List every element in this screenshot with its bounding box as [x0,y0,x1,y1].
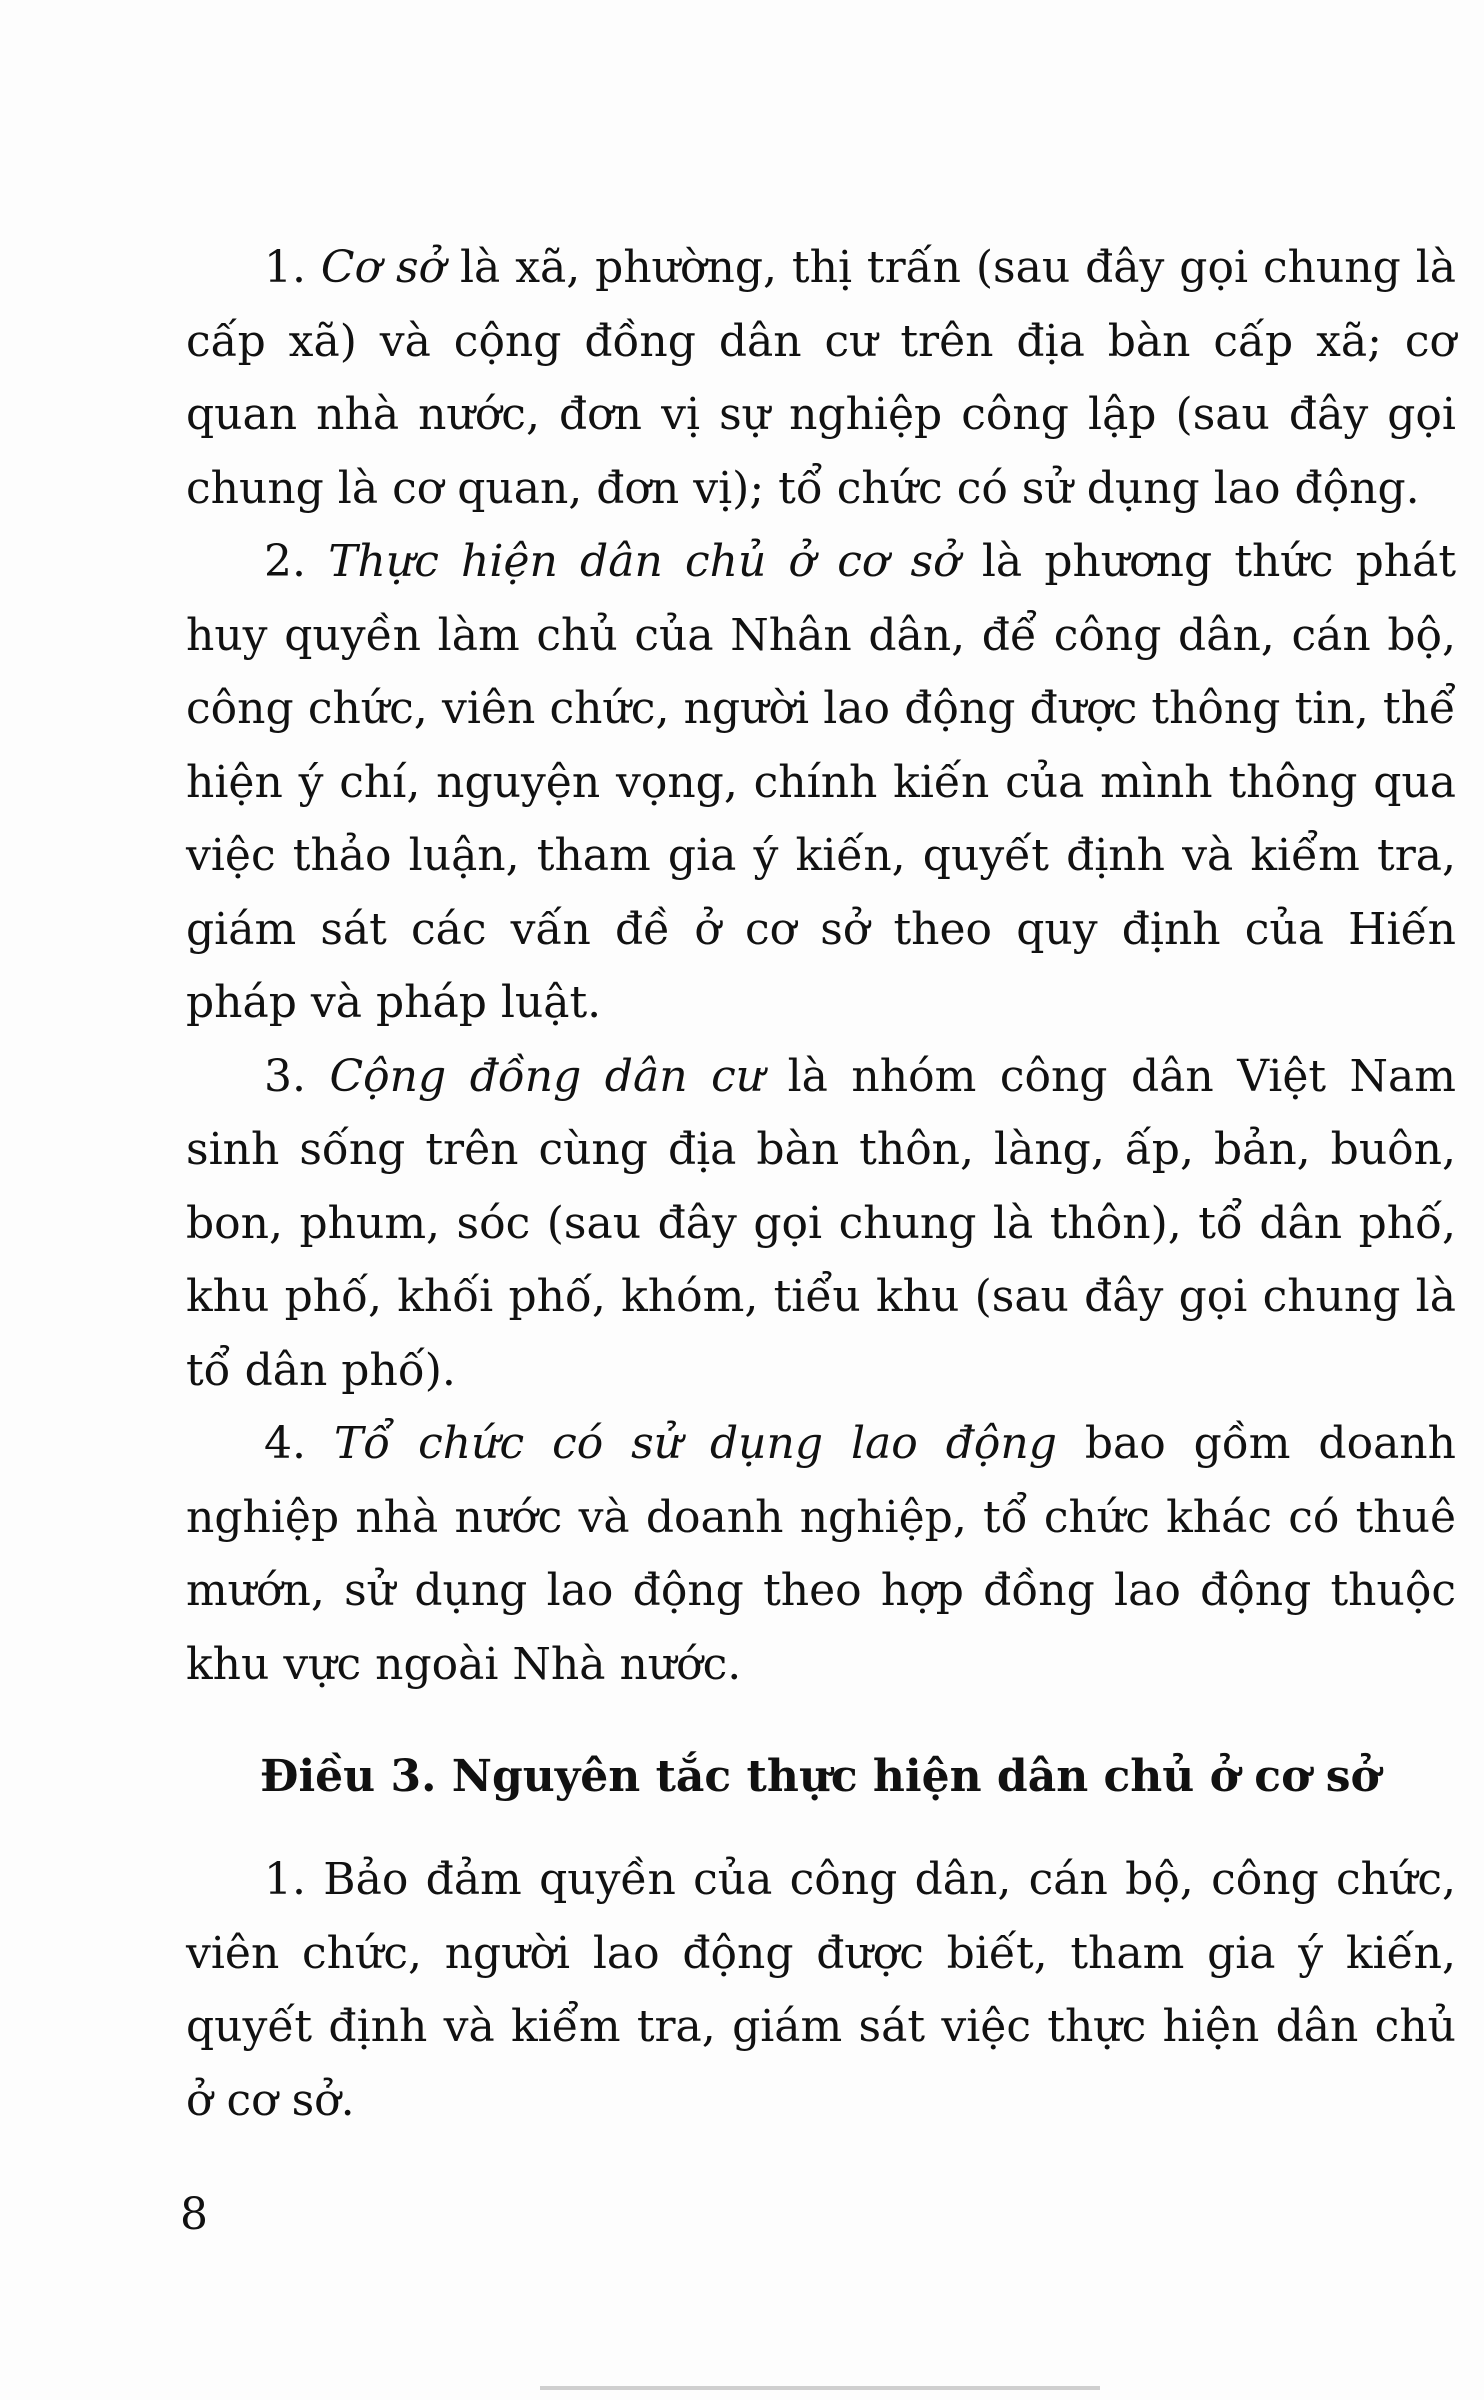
page-number: 8 [180,2189,208,2240]
defined-term: Cơ sở [320,242,446,293]
definition-text: là xã, phường, thị trấn (sau đây gọi chung là cấp xã) và cộng đồng dân cư trên địa bàn cấp xã; cơ quan nhà nước, đơn vị sự nghiệp công lập (sau đây gọi chung là cơ quan, đơn vị); tổ chức có sử dụng lao động. [186,242,1456,514]
definition-text: là nhóm công dân Việt Nam sinh sống trên cùng địa bàn thôn, làng, ấp, bản, buôn, bon, phum, sóc (sau đây gọi chung là thôn), tổ dân phố, khu phố, khối phố, khóm, tiểu khu (sau đây gọi chung là tổ dân phố). [186,1050,1457,1396]
definition-paragraph-4 [186,1407,1456,1701]
article-heading: Điều 3. Nguyên tắc thực hiện dân chủ ở cơ sở [260,1751,1380,1802]
defined-term: Cộng đồng dân cư [329,1050,765,1102]
definition-paragraph-3 [186,1040,1456,1408]
defined-term: Thực hiện dân chủ ở cơ sở [328,536,960,587]
definition-paragraph-2 [186,525,1456,1040]
definition-text: bao gồm doanh nghiệp nhà nước và doanh nghiệp, tổ chức khác có thuê mướn, sử dụng lao động theo hợp đồng lao động thuộc khu vực ngoài Nhà nước. [186,1418,1456,1690]
definitions-section [186,231,1456,1701]
page-edge-divider [540,2386,1100,2390]
defined-term: Tổ chức có sử dụng lao động [333,1418,1057,1469]
item-number: 1. [264,242,321,293]
item-number: 4. [264,1418,334,1469]
principles-section [186,1843,1456,2137]
definition-paragraph-1 [186,231,1456,525]
item-number: 2. [264,536,329,587]
principle-paragraph-1: 1. Bảo đảm quyền của công dân, cán bộ, công chức, viên chức, người lao động được biết, tham gia ý kiến, quyết định và kiểm tra, giám sát việc thực hiện dân chủ ở cơ sở. [186,1854,1456,2126]
definition-text: là phương thức phát huy quyền làm chủ của Nhân dân, để công dân, cán bộ, công chức, viên chức, người lao động được thông tin, thể hiện ý chí, nguyện vọng, chính kiến của mình thông qua việc thảo luận, tham gia ý kiến, quyết định và kiểm tra, giám sát các vấn đề ở cơ sở theo quy định của Hiến pháp và pháp luật. [186,536,1456,1028]
item-number: 3. [264,1050,330,1102]
